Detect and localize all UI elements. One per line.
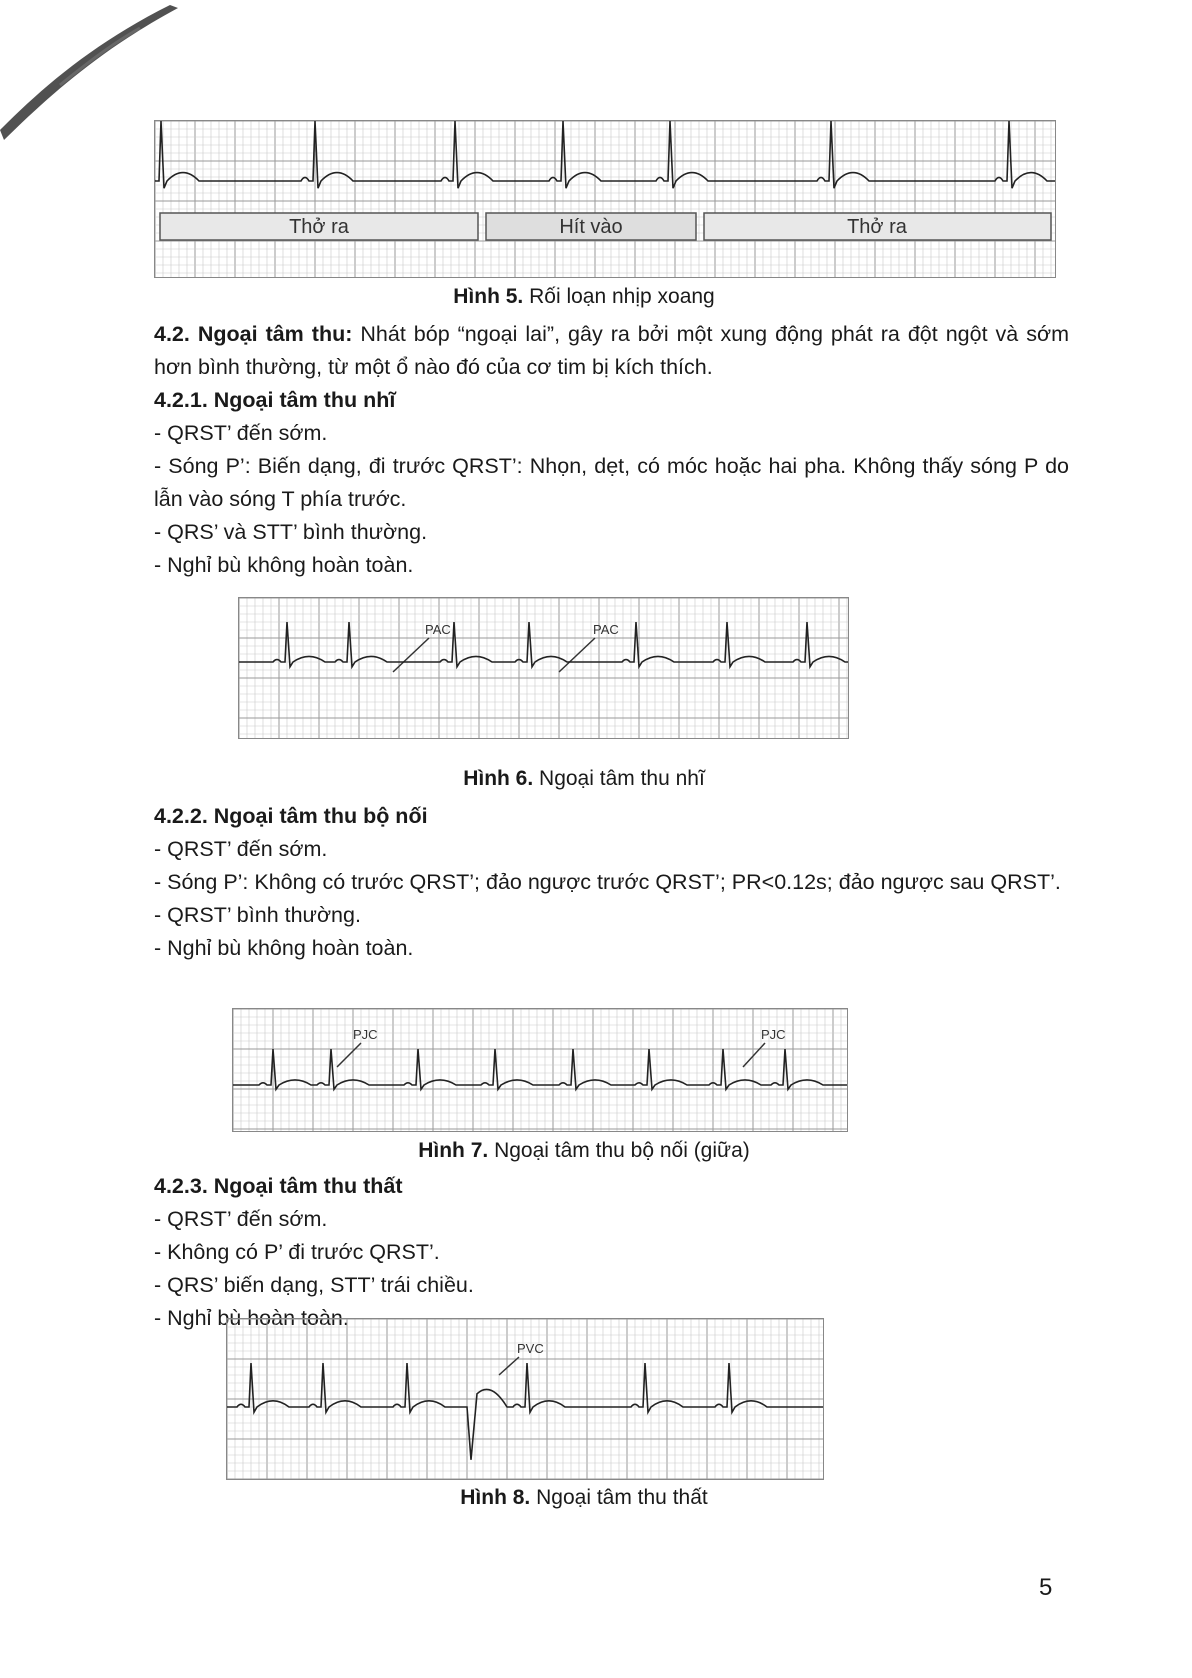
figure-7-caption	[154, 1139, 1014, 1163]
section-4-2-3-block	[154, 1170, 1069, 1335]
section-4-2-2-item-3: - QRST’ bình thường.	[154, 903, 361, 927]
figure-6-caption-text: Ngoại tâm thu nhĩ	[533, 767, 705, 790]
ecg-trace	[155, 121, 1056, 188]
figure-7-ecg-strip	[232, 1008, 848, 1132]
page-number: 5	[1039, 1574, 1053, 1601]
ecg-trace	[233, 1049, 848, 1089]
figure-6-caption	[154, 767, 1014, 791]
figure-6-tag-1: PAC	[425, 622, 451, 637]
figure-6-ecg-strip	[238, 597, 849, 739]
section-4-2-paragraph	[154, 318, 1069, 384]
figure-7-tag-2: PJC	[761, 1027, 786, 1042]
figure-6-tag-2: PAC	[593, 622, 619, 637]
section-4-2-1-item-3: - QRS’ và STT’ bình thường.	[154, 520, 428, 544]
section-4-2-2-item-1: - QRST’ đến sớm.	[154, 837, 328, 861]
band-label-exhale-2: Thở ra	[847, 216, 907, 238]
section-4-2-2-block	[154, 800, 1069, 965]
figure-8-caption-text: Ngoại tâm thu thất	[530, 1486, 708, 1509]
section-4-2-2-title: 4.2.2. Ngoại tâm thu bộ nối	[154, 804, 428, 828]
figure-8-ecg-strip	[226, 1318, 824, 1480]
figure-5-caption	[154, 285, 1014, 309]
figure-5-caption-text: Rối loạn nhịp xoang	[523, 285, 715, 308]
figure-5-caption-label: Hình 5.	[453, 285, 524, 308]
section-4-2-1-item-2: - Sóng P’: Biến dạng, đi trước QRST’: Nhọn, dẹt, có móc hoặc hai pha. Không thấy sóng P do lẫn vào sóng T phía trước.	[154, 454, 1069, 511]
figure-7-caption-label: Hình 7.	[418, 1139, 489, 1162]
ecg-grid	[155, 121, 1056, 278]
section-4-2-2-item-4: - Nghỉ bù không hoàn toàn.	[154, 936, 414, 960]
ecg-grid	[233, 1009, 848, 1132]
ecg-grid	[239, 598, 849, 739]
section-4-2-3-title: 4.2.3. Ngoại tâm thu thất	[154, 1174, 403, 1198]
figure-8-caption-label: Hình 8.	[460, 1486, 531, 1509]
ecg-trace	[227, 1363, 824, 1460]
section-4-2-2-item-2: - Sóng P’: Không có trước QRST’; đảo ngược trước QRST’; PR<0.12s; đảo ngược sau QRST’.	[154, 870, 1061, 894]
section-4-2-3-item-3: - QRS’ biến dạng, STT’ trái chiều.	[154, 1273, 474, 1297]
section-4-2-3-item-4: - Nghỉ bù hoàn toàn.	[154, 1306, 349, 1330]
figure-5-ecg-strip	[154, 120, 1056, 278]
figure-8-caption	[154, 1486, 1014, 1510]
figure-6-caption-label: Hình 6.	[463, 767, 534, 790]
figure-8-tag-1: PVC	[517, 1341, 544, 1356]
section-4-2-body: Nhát bóp “ngoại lai”, gây ra bởi một xung động phát ra đột ngột và sớm hơn bình thường, từ một ổ nào đó của cơ tim bị kích thích.	[154, 322, 1070, 379]
figure-7-tag-1: PJC	[353, 1027, 378, 1042]
section-4-2-block	[154, 318, 1069, 582]
section-4-2-1-title: 4.2.1. Ngoại tâm thu nhĩ	[154, 388, 396, 412]
section-4-2-title: 4.2. Ngoại tâm thu:	[154, 322, 353, 346]
section-4-2-1-item-1: - QRST’ đến sớm.	[154, 421, 328, 445]
figure-7-caption-text: Ngoại tâm thu bộ nối (giữa)	[488, 1139, 750, 1162]
band-label-exhale-1: Thở ra	[289, 216, 349, 238]
ecg-trace	[239, 622, 849, 667]
section-4-2-3-item-1: - QRST’ đến sớm.	[154, 1207, 328, 1231]
band-label-inhale: Hít vào	[559, 216, 623, 238]
section-4-2-1-item-4: - Nghỉ bù không hoàn toàn.	[154, 553, 414, 577]
section-4-2-3-item-2: - Không có P’ đi trước QRST’.	[154, 1240, 440, 1264]
